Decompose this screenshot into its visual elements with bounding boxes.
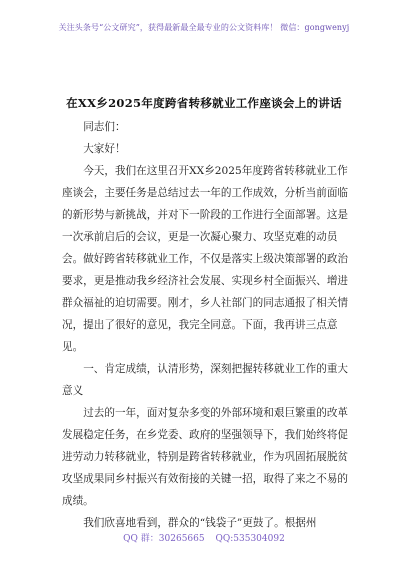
section-paragraph-1: 过去的一年，面对复杂多变的外部环境和艰巨繁重的改革发展稳定任务，在乡党委、政府的坚强领导下，我们始终将促进劳动力转移就业，特别是跨省转移就业，作为巩固拓展脱贫攻坚成果同乡村振兴有效衔接的关键一招，取得了来之不易的成绩。 bbox=[62, 407, 349, 507]
document-body bbox=[62, 116, 352, 534]
section-heading-1: 一、肯定成绩，认清形势，深刻把握转移就业工作的重大意义 bbox=[62, 363, 349, 397]
document-title: 在XX乡2025年度跨省转移就业工作座谈会上的讲话 bbox=[66, 96, 342, 110]
header-notice: 关注头条号“公文研究”，获得最新最全最专业的公文资料库！ 微信：gongwenyj bbox=[58, 23, 350, 32]
section-paragraph-2: 我们欣喜地看到，群众的“钱袋子”更鼓了。根据州 bbox=[83, 517, 317, 529]
greeting: 大家好！ bbox=[83, 143, 126, 155]
intro-paragraph: 今天，我们在这里召开XX乡2025年度跨省转移就业工作座谈会，主要任务是总结过去一年的工作成效，分析当前面临的新形势与新挑战，并对下一阶段的工作进行全面部署。这是一次承前启后的会议，更是一次凝心聚力、攻坚克难的动员会。做好跨省转移就业工作，不仅是落实上级决策部署的政治要求，更是推动我乡经济社会发展、实现乡村全面振兴、增进群众福祉的迫切需要。刚才，乡人社部门的同志通报了相关情况，提出了很好的意见，我完全同意。下面，我再讲三点意见。 bbox=[62, 165, 349, 353]
footer-contacts bbox=[0, 531, 408, 544]
salutation: 同志们： bbox=[83, 121, 126, 133]
qq-group-text: QQ 群：30265665 bbox=[123, 534, 205, 544]
qq-number-text: QQ:535304092 bbox=[215, 534, 285, 544]
